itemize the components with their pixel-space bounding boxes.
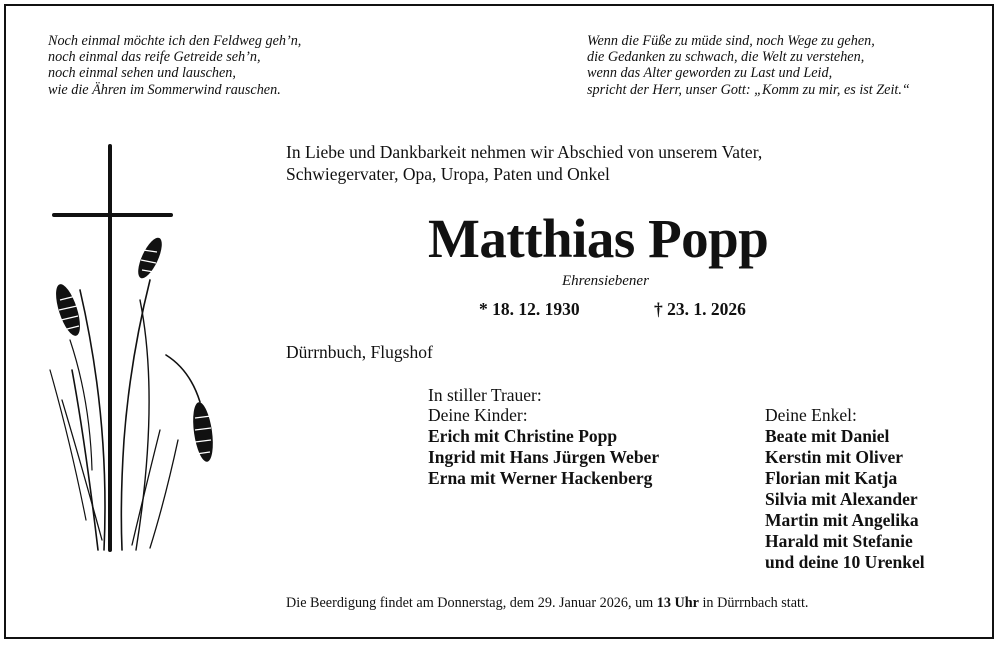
list-item: Kerstin mit Oliver — [765, 447, 904, 467]
children-list — [428, 405, 659, 489]
list-item: Ingrid mit Hans Jürgen Weber — [428, 447, 660, 467]
funeral-time: 13 Uhr — [656, 595, 699, 611]
poem-left — [48, 33, 301, 98]
children-heading: Deine Kinder: — [428, 405, 528, 425]
list-item: Beate mit Daniel — [765, 426, 890, 446]
poem-right-line: Wenn die Füße zu müde sind, noch Wege zu gehen, — [587, 33, 875, 49]
funeral-info — [286, 594, 808, 612]
intro-line: Schwiegervater, Opa, Uropa, Paten und Onkel — [286, 164, 610, 184]
death-date: † 23. 1. 2026 — [654, 299, 746, 319]
list-item: Erich mit Christine Popp — [428, 426, 618, 446]
poem-right-line: die Gedanken zu schwach, die Welt zu verstehen, — [587, 49, 865, 66]
list-item: und deine 10 Urenkel — [765, 552, 925, 572]
grandchildren-heading: Deine Enkel: — [765, 405, 857, 425]
birth-date: * 18. 12. 1930 — [479, 299, 580, 319]
honorary-title: Ehrensiebener — [562, 273, 649, 289]
poem-left-line: noch einmal sehen und lauschen, — [48, 65, 236, 82]
funeral-text-before: Die Beerdigung findet am Donnerstag, dem 29. Januar 2026, um — [286, 595, 657, 611]
deceased-name: Matthias Popp — [428, 208, 769, 269]
list-item: Harald mit Stefanie — [765, 531, 913, 551]
list-item: Erna mit Werner Hackenberg — [428, 468, 653, 488]
poem-right — [587, 33, 910, 98]
poem-right-line: spricht der Herr, unser Gott: „Komm zu mir, es ist Zeit.“ — [587, 81, 910, 98]
list-item: Martin mit Angelika — [765, 510, 919, 530]
poem-left-line: noch einmal das reife Getreide seh’n, — [48, 49, 261, 66]
list-item: Silvia mit Alexander — [765, 489, 918, 509]
funeral-text-after: in Dürrnbach statt. — [698, 595, 809, 611]
list-item: Florian mit Katja — [765, 468, 898, 488]
grandchildren-list — [765, 405, 925, 573]
cross-with-wheat-icon — [40, 140, 240, 560]
intro-text — [286, 141, 762, 185]
poem-left-line: Noch einmal möchte ich den Feldweg geh’n, — [48, 33, 302, 49]
poem-left-line: wie die Ähren im Sommerwind rauschen. — [48, 81, 281, 98]
mourning-heading: In stiller Trauer: — [428, 385, 542, 405]
intro-line: In Liebe und Dankbarkeit nehmen wir Abschied von unserem Vater, — [286, 142, 763, 162]
residence-place: Dürrnbuch, Flugshof — [286, 342, 433, 362]
poem-right-line: wenn das Alter geworden zu Last und Leid, — [587, 65, 833, 82]
